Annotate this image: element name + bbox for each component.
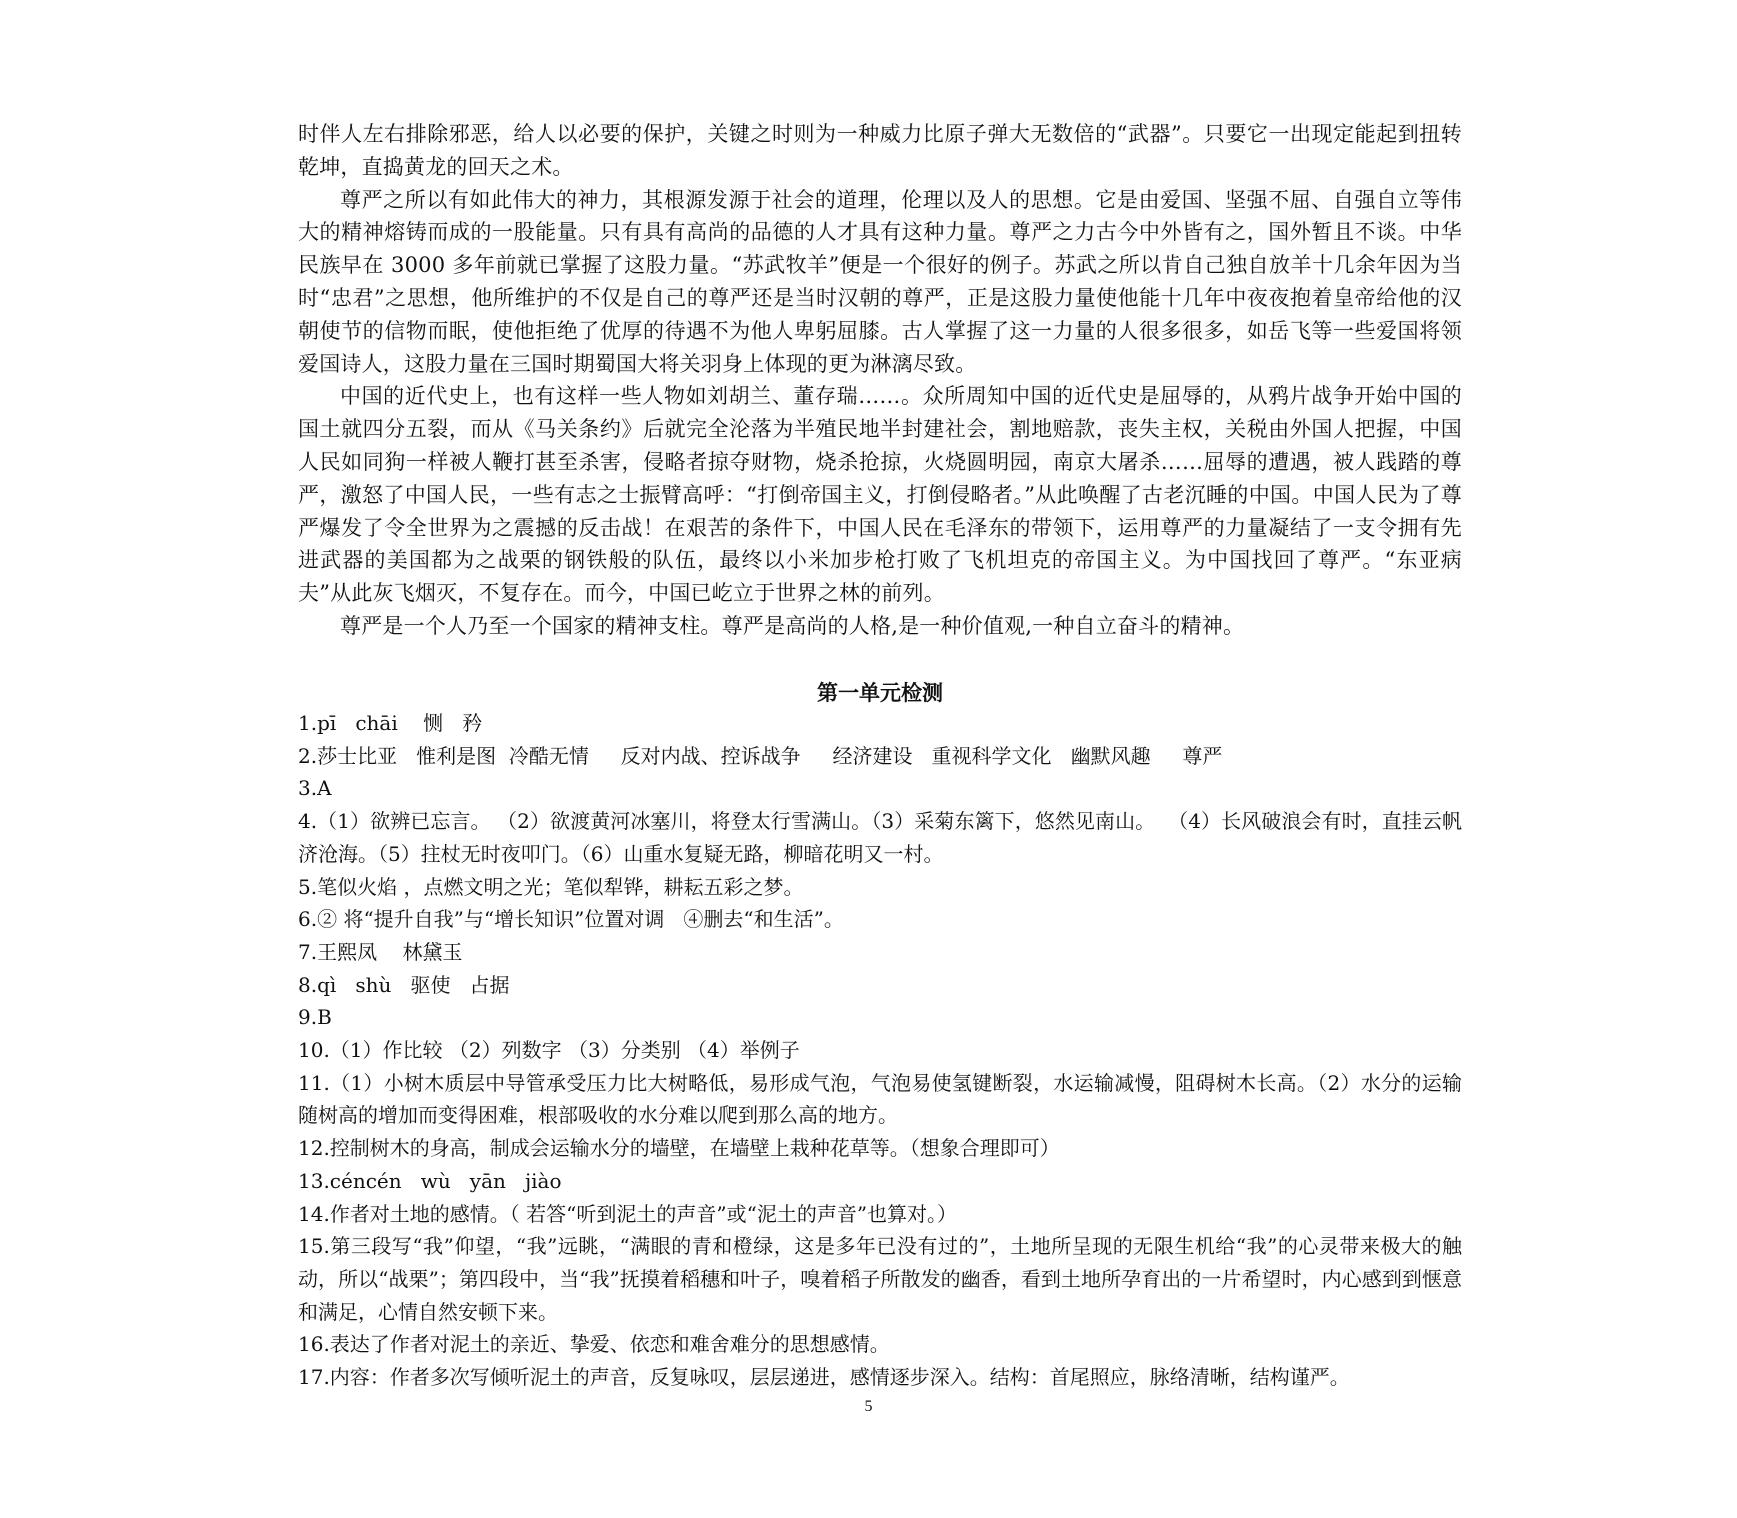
essay-paragraph: 尊严是一个人乃至一个国家的精神支柱。尊严是高尚的人格,是一种价值观,一种自立奋斗的精神。 [340,613,1245,638]
unit-test-title: 第一单元检测 [817,681,943,705]
answer-item: 17.内容：作者多次写倾听泥土的声音，反复咏叹，层层递进，感情逐步深入。结构：首尾照应，脉络清晰，结构谨严。 [298,1365,1350,1390]
answer-item: 9.B [298,1005,332,1030]
answer-item: 7.王熙凤 林黛玉 [298,939,463,964]
answer-item: 4.（1）欲辨已忘言。 （2）欲渡黄河冰塞川，将登太行雪满山。（3）采菊东篱下，悠然见南山。 （4）长风破浪会有时，直挂云帆济沧海。（5）拄杖无时夜叩门。（6）山重水复疑无路，柳暗花明又一村。 [298,809,1462,866]
essay-paragraph: 中国的近代史上，也有这样一些人物如刘胡兰、董存瑞……。众所周知中国的近代史是屈辱的，从鸦片战争开始中国的国土就四分五裂，而从《马关条约》后就完全沦落为半殖民地半封建社会，割地赔款，丧失主权，关税由外国人把握，中国人民如同狗一样被人鞭打甚至杀害，侵略者掠夺财物，烧杀抢掠，火烧圆明园，南京大屠杀……屈辱的遭遇，被人践踏的尊严，激怒了中国人民，一些有志之士振臂高呼：“打倒帝国主义，打倒侵略者。”从此唤醒了古老沉睡的中国。中国人民为了尊严爆发了令全世界为之震撼的反击战！在艰苦的条件下，中国人民在毛泽东的带领下，运用尊严的力量凝结了一支令拥有先进武器的美国都为之战栗的钢铁般的队伍，最终以小米加步枪打败了飞机坦克的帝国主义。为中国找回了尊严。“东亚病夫”从此灰飞烟灭，不复存在。而今，中国已屹立于世界之林的前列。 [298,384,1462,606]
answer-item: 6.② 将“提升自我”与“增长知识”位置对调 ④删去“和生活”。 [298,907,844,932]
answer-item: 12.控制树木的身高，制成会运输水分的墙壁，在墙壁上栽种花草等。（想象合理即可） [298,1136,1060,1161]
answer-item: 8.qì shù 驱使 占据 [298,972,510,997]
answer-item: 15.第三段写“我”仰望，“我”远眺，“满眼的青和橙绿，这是多年已没有过的”，土地所呈现的无限生机给“我”的心灵带来极大的触动，所以“战栗”；第四段中，当“我”抚摸着稻穗和叶子，嗅着稻子所散发的幽香，看到土地所孕育出的一片希望时，内心感到到惬意和满足，心情自然安顿下来。 [298,1234,1462,1324]
answer-item: 3.A [298,776,332,801]
answer-item: 11.（1）小树木质层中导管承受压力比大树略低，易形成气泡，气泡易使氢键断裂，水运输减慢，阻碍树木长高。（2）水分的运输随树高的增加而变得困难，根部吸收的水分难以爬到那么高的地方。 [298,1070,1462,1128]
answer-item: 1.pī chāi 恻 矜 [298,711,483,735]
answer-item: 10.（1）作比较 （2）列数字 （3）分类别 （4）举例子 [298,1038,800,1063]
answer-item: 13.céncén wù yān jiào [298,1168,562,1193]
answer-item: 14.作者对土地的感情。（ 若答“听到泥土的声音”或“泥土的声音”也算对。） [298,1201,958,1226]
essay-section [298,118,1462,643]
answer-item: 5.笔似火焰 ，点燃文明之光；笔似犁铧，耕耘五彩之梦。 [298,874,804,899]
page-number: 5 [864,1398,873,1415]
essay-paragraph: 时伴人左右排除邪恶，给人以必要的保护，关键之时则为一种威力比原子弹大无数倍的“武器”。只要它一出现定能起到扭转乾坤，直捣黄龙的回天之术。 [298,122,1462,179]
answer-item: 2.莎士比亚 惟利是图 冷酷无情 反对内战、控诉战争 经济建设 重视科学文化 幽默风趣 尊严 [298,743,1223,768]
answer-list [298,707,1462,1394]
answer-item: 16.表达了作者对泥土的亲近、挚爱、依恋和难舍难分的思想感情。 [298,1332,890,1357]
essay-paragraph: 尊严之所以有如此伟大的神力，其根源发源于社会的道理，伦理以及人的思想。它是由爱国、坚强不屈、自强自立等伟大的精神熔铸而成的一股能量。只有具有高尚的品德的人才具有这种力量。尊严之力古今中外皆有之，国外暂且不谈。中华民族早在 3000 多年前就已掌握了这股力量。“苏武牧羊”便是一个很好的例子。苏武之所以肯自己独自放羊十几余年因为当时“忠君”之思想，他所维护的不仅是自己的尊严还是当时汉朝的尊严，正是这股力量使他能十几年中夜夜抱着皇帝给他的汉朝使节的信物而眠，使他拒绝了优厚的待遇不为他人卑躬屈膝。古人掌握了这一力量的人很多很多，如岳飞等一些爱国将领爱国诗人，这股力量在三国时期蜀国大将关羽身上体现的更为淋漓尽致。 [298,187,1462,376]
